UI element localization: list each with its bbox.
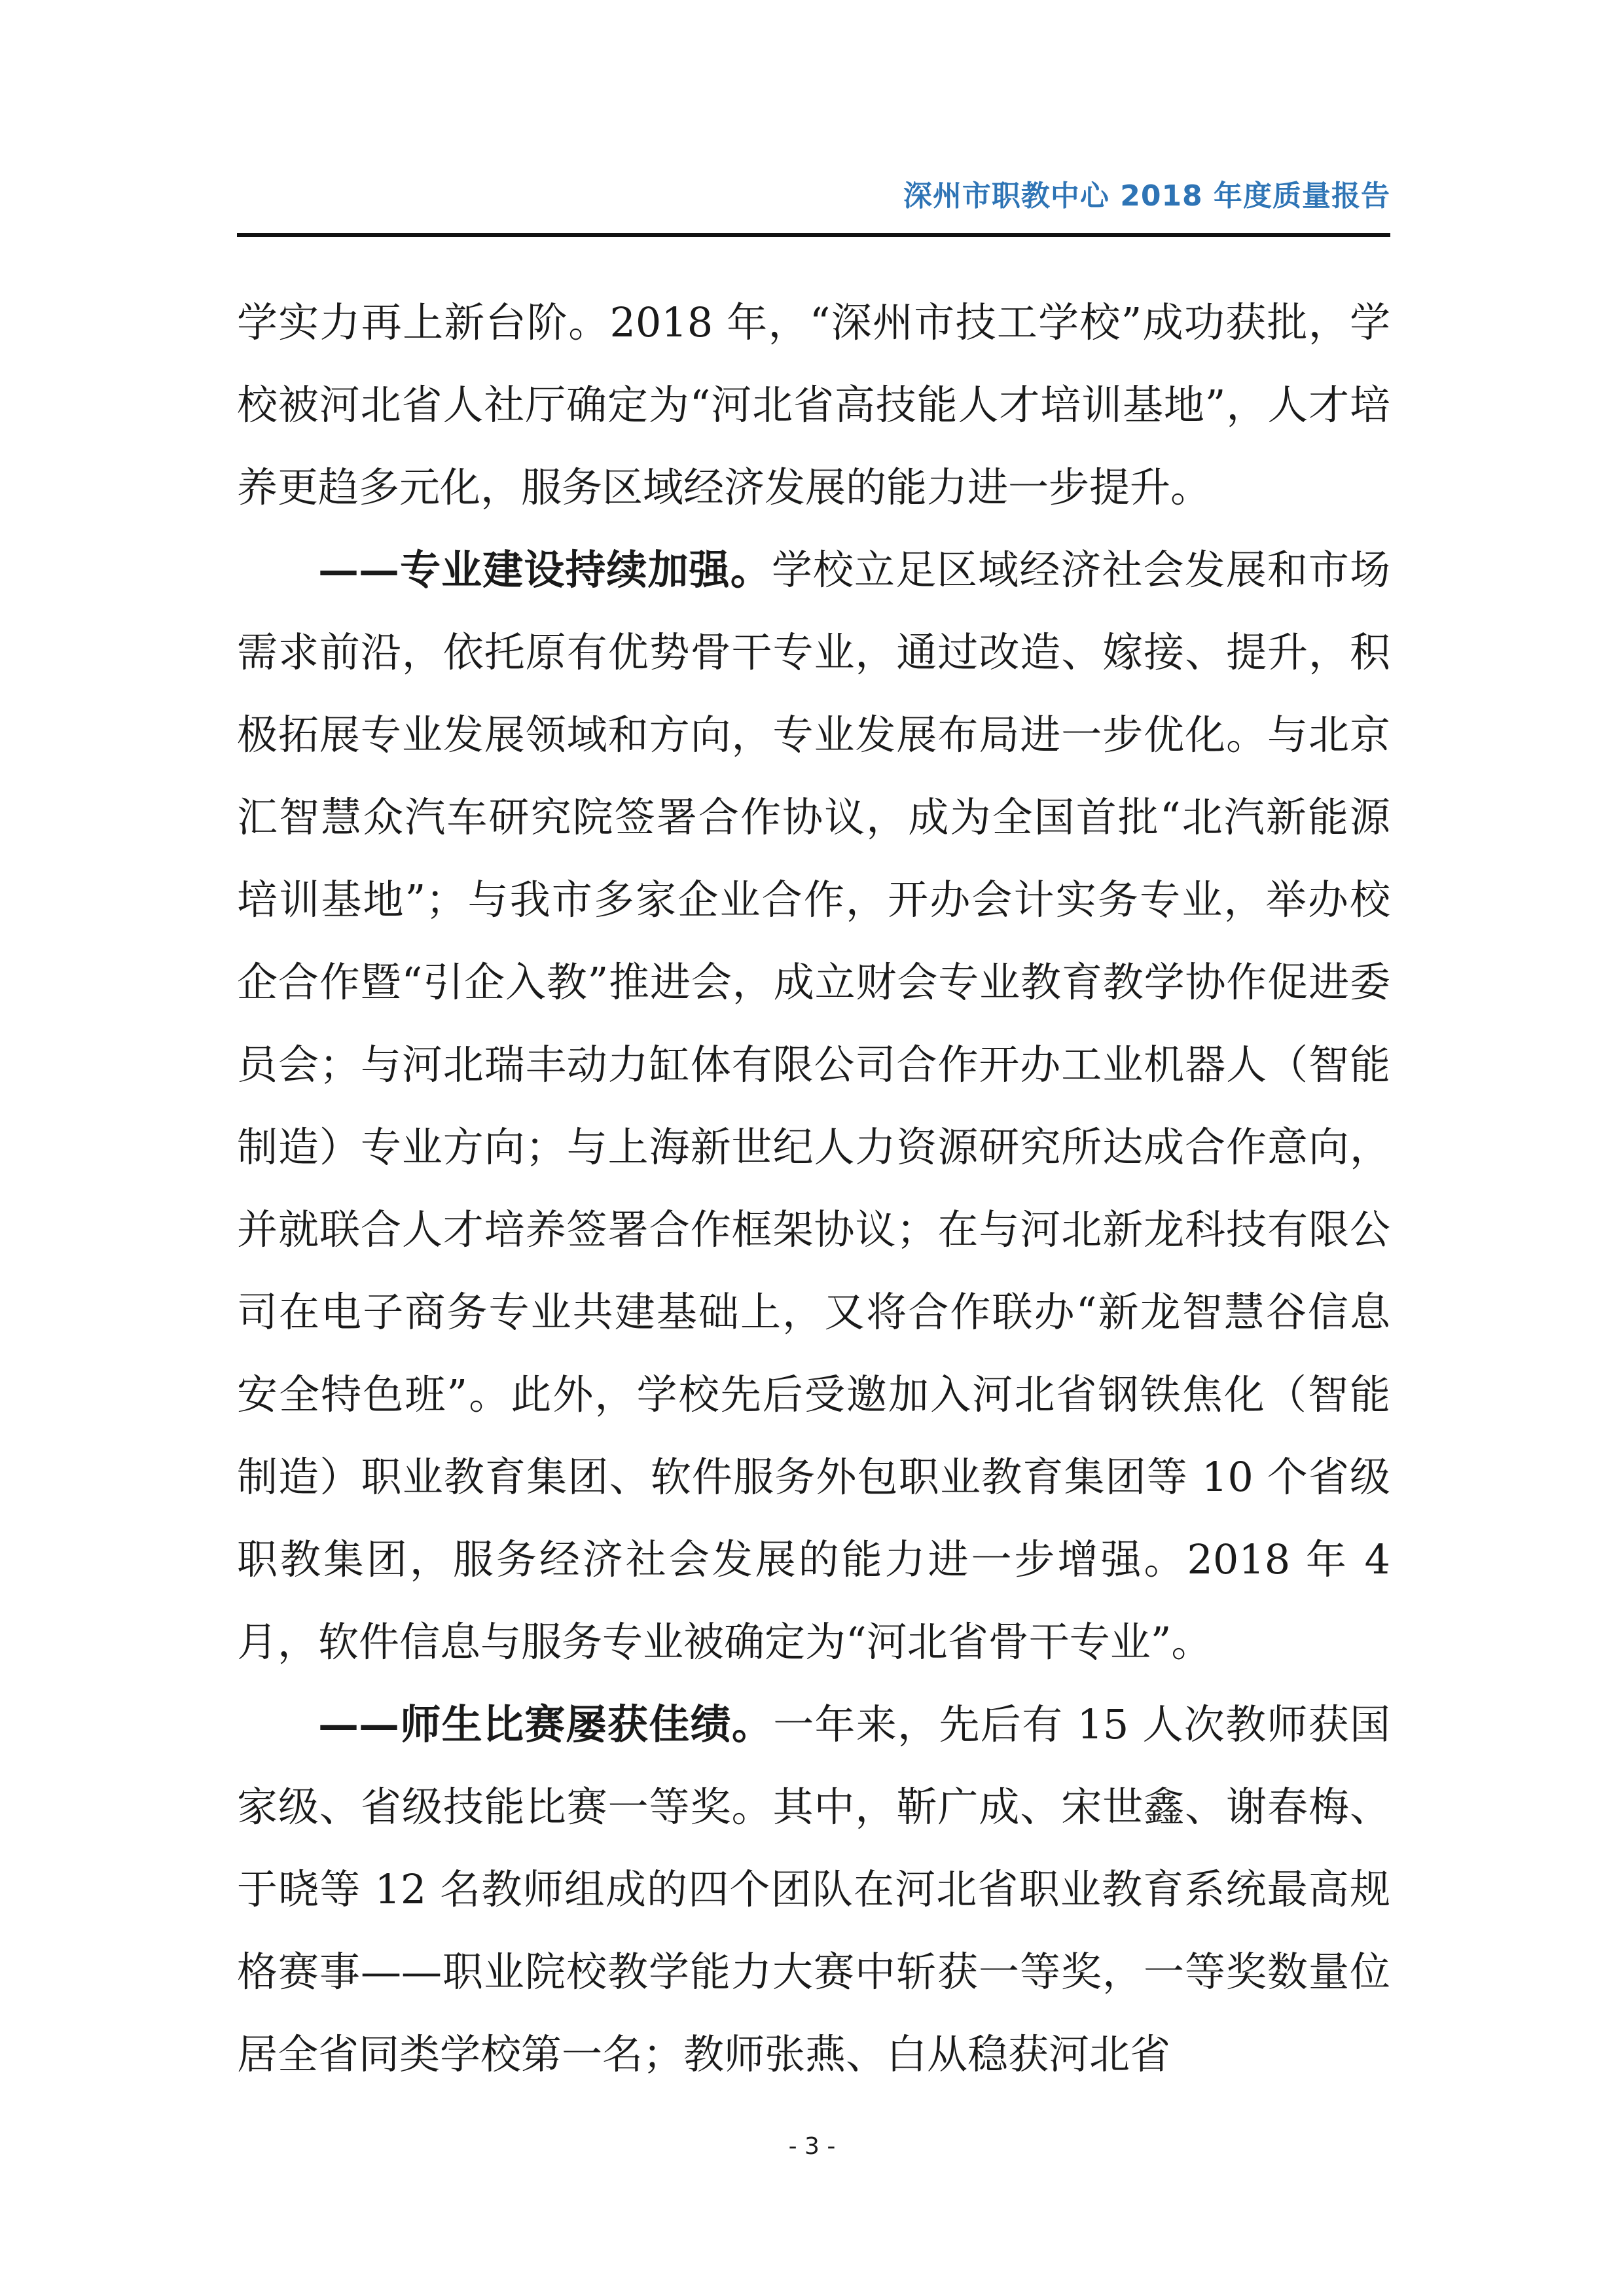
body-text: [237, 281, 1390, 2096]
paragraph-text: 学实力再上新台阶。2018 年，“深州市技工学校”成功获批，学校被河北省人社厅确定为“河北省高技能人才培训基地”，人才培养更趋多元化，服务区域经济发展的能力进一步提升。: [237, 298, 1390, 511]
page-number: - 3 -: [788, 2133, 836, 2160]
paragraph-text: 学校立足区域经济社会发展和市场需求前沿，依托原有优势骨干专业，通过改造、嫁接、提升，积极拓展专业发展领域和方向，专业发展布局进一步优化。与北京汇智慧众汽车研究院签署合作协议，成为全国首批“北汽新能源培训基地”；与我市多家企业合作，开办会计实务专业，举办校企合作暨“引企入教”推进会，成立财会专业教育教学协作促进委员会；与河北瑞丰动力缸体有限公司合作开办工业机器人（智能制造）专业方向；与上海新世纪人力资源研究所达成合作意向，并就联合人才培养签署合作框架协议；在与河北新龙科技有限公司在电子商务专业共建基础上，又将合作联办“新龙智慧谷信息安全特色班”。此外，学校先后受邀加入河北省钢铁焦化（智能制造）职业教育集团、软件服务外包职业教育集团等 10 个省级职教集团，服务经济社会发展的能力进一步增强。2018 年 4 月，软件信息与服务专业被确定为“河北省骨干专业”。: [237, 546, 1390, 1666]
paragraph-continuation: [237, 281, 1390, 529]
paragraph-lead: ——专业建设持续加强。: [318, 546, 772, 594]
paragraph-lead: ——师生比赛屡获佳绩。: [318, 1700, 774, 1748]
paragraph-specialty-construction: [237, 529, 1390, 1683]
page-header: [237, 177, 1390, 236]
paragraph-text: 一年来，先后有 15 人次教师获国家级、省级技能比赛一等奖。其中，靳广成、宋世鑫、谢春梅、于晓等 12 名教师组成的四个团队在河北省职业教育系统最高规格赛事——职业院校教学能力大赛中斩获一等奖，一等奖数量位居全省同类学校第一名；教师张燕、白从稳获河北省: [237, 1700, 1390, 2078]
paragraph-competition-results: [237, 1683, 1390, 2096]
report-title: 深州市职教中心 2018 年度质量报告: [903, 179, 1390, 213]
header-divider: [237, 233, 1390, 237]
